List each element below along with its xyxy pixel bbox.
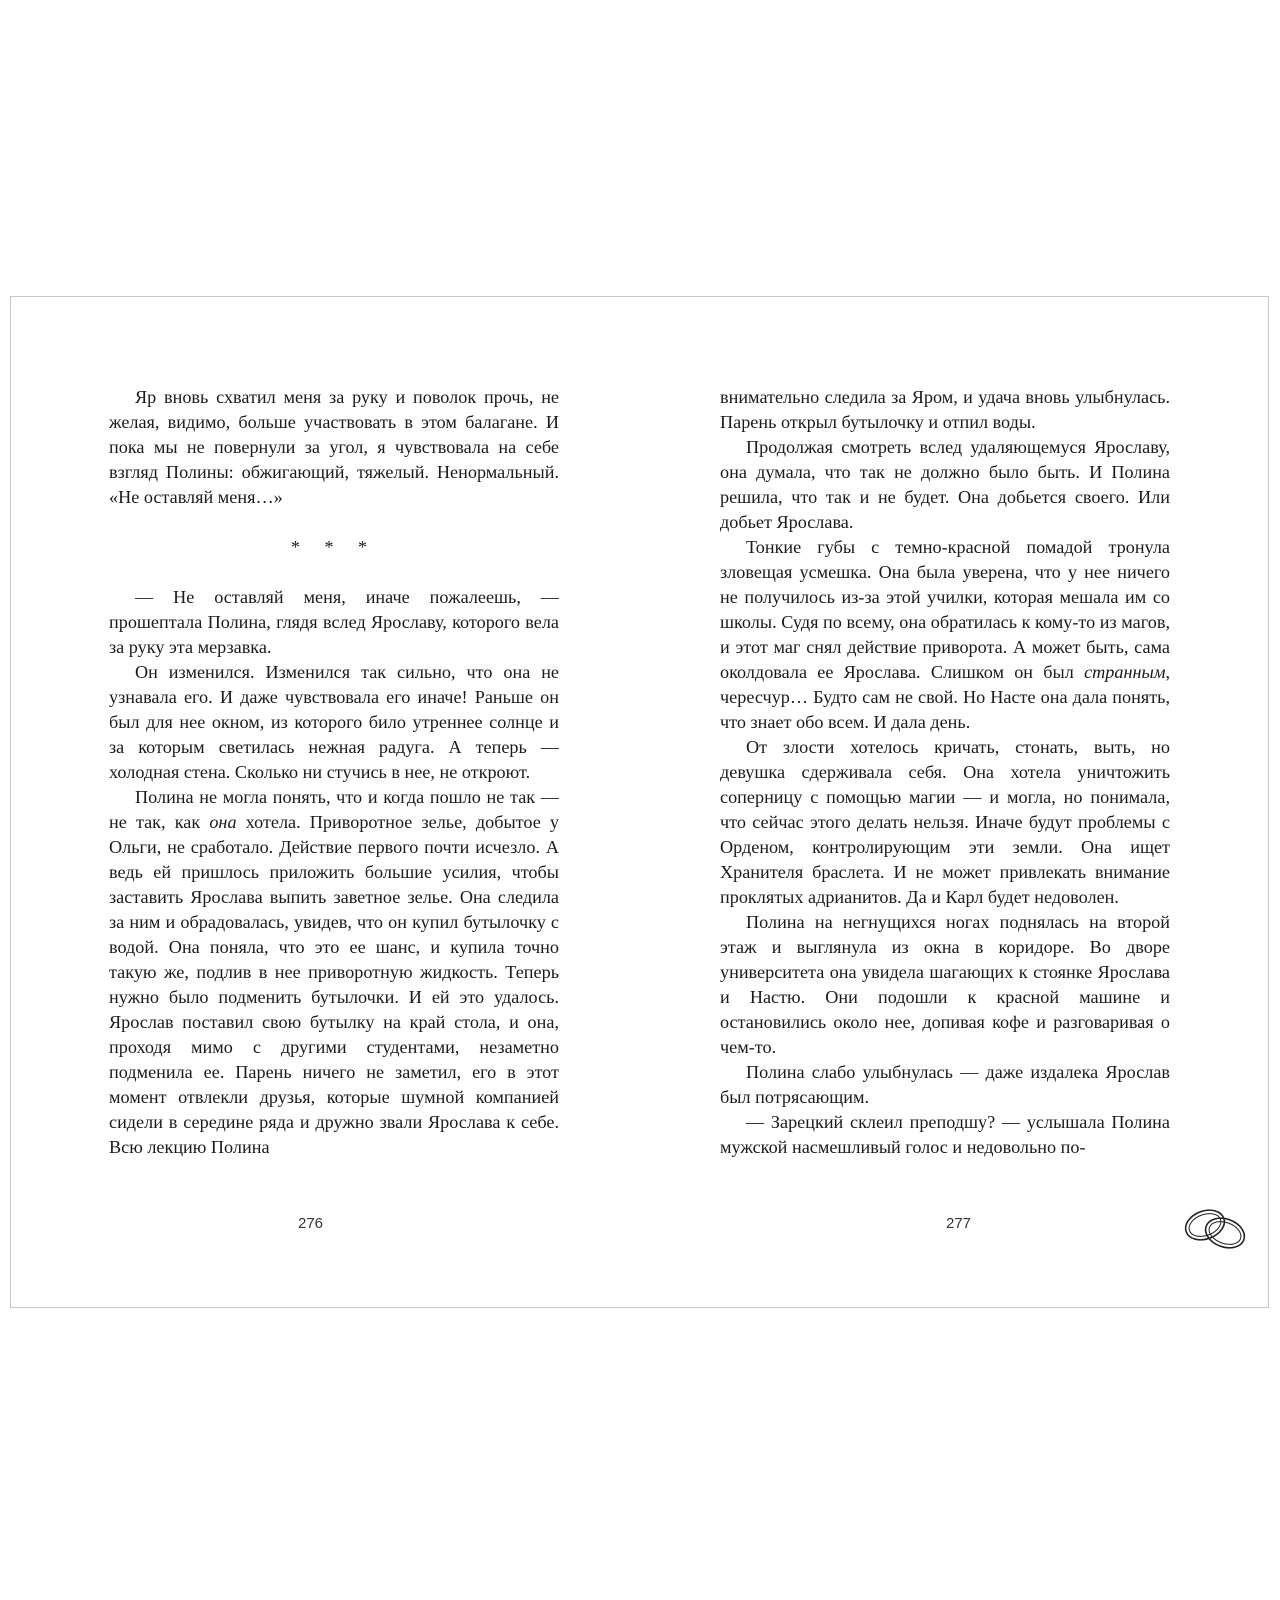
paragraph — [109, 785, 559, 1160]
page-number-left: 276 — [298, 1215, 324, 1232]
paragraph: Яр вновь схватил меня за руку и поволок прочь, не желая, видимо, больше участвовать в этом балагане. И пока мы не повернули за угол, я чувствовала на себе взгляд Полины: обжигающий, тяжелый. Ненормальный. «Не оставляй меня…» — [109, 387, 559, 507]
emphasis: она — [209, 812, 237, 832]
paragraph: Продолжая смотреть вслед удаляющемуся Ярославу, она думала, что так не должно было быть. И Полина решила, что так и не будет. Она добьется своего. Или добьет Ярослава. — [720, 437, 1170, 532]
paragraph: — Зарецкий склеил преподшу? — услышала Полина мужской насмешливый голос и недовольно по- — [720, 1112, 1170, 1157]
text-run: Тонкие губы с темно-красной помадой тронула зловещая усмешка. Она была уверена, что у нее ничего не получилось из-за этой училки, которая мешала им со школы. Судя по всему, она обратилась к кому-то из магов, и этот маг снял действие приворота. А может быть, сама околдовала ее Ярослава. Слишком он был — [720, 537, 1170, 682]
emphasis: странным — [1084, 662, 1166, 682]
paragraph: От злости хотелось кричать, стонать, выть, но девушка сдерживала себя. Она хотела уничтожить соперницу с помощью магии — и могла, но понимала, что сейчас этого делать нельзя. Иначе будут проблемы с Орденом, контролирующим эти земли. Она ищет Хранителя браслета. И не может привлекать внимание проклятых адрианитов. Да и Карл будет недоволен. — [720, 737, 1170, 907]
paragraph: Он изменился. Изменился так сильно, что она не узнавала его. И даже чувствовала его иначе! Раньше он был для нее окном, из которого било утреннее солнце и за которым светилась нежная радуга. А теперь — холодная стена. Сколько ни стучись в нее, не откроют. — [109, 662, 559, 782]
text-run: хотела. Приворотное зелье, добытое у Ольги, не сработало. Действие первого почти исчезло. А ведь ей пришлось приложить большие усилия, чтобы заставить Ярослава выпить заветное зелье. Она следила за ним и обрадовалась, увидев, что он купил бутылочку с водой. Она поняла, что это ее шанс, и купила точно такую же, подлив в нее приворотную жидкость. Теперь нужно было подменить бутылочки. И ей это удалось. Ярослав поставил свою бутылку на край стола, и она, проходя мимо с другими студентами, незаметно подменила ее. Парень ничего не заметил, его в этот момент отвлекли друзья, которые шумной компанией сидели в середине ряда и дружно звали Ярослава к себе. Всю лекцию Полина — [109, 812, 560, 1157]
paragraph — [720, 535, 1170, 735]
wedding-rings-icon — [1181, 1203, 1251, 1253]
paragraph: Полина слабо улыбнулась — даже издалека Ярослав был потрясающим. — [720, 1062, 1170, 1107]
text-run: Полина не могла понять, что и когда пошло не так — не так, как — [109, 787, 559, 832]
scene-separator: * * * — [291, 537, 377, 557]
book-spread — [10, 296, 1269, 1308]
paragraph: Полина на негнущихся ногах поднялась на второй этаж и выглянула из окна в коридоре. Во дворе университета она увидела шагающих к стоянке Ярослава и Настю. Они подошли к красной машине и остановились около нее, допивая кофе и разговаривая о чем-то. — [720, 912, 1170, 1057]
page-number-right: 277 — [946, 1215, 972, 1232]
text-run: , чересчур… Будто сам не свой. Но Насте она дала понять, что знает обо всем. И дала день. — [720, 662, 1170, 732]
left-page-text — [109, 385, 559, 1160]
right-page-text — [720, 385, 1170, 1160]
paragraph: — Не оставляй меня, иначе пожалеешь, — прошептала Полина, глядя вслед Ярославу, которого вела за руку эта мерзавка. — [109, 587, 559, 657]
paragraph: внимательно следила за Яром, и удача вновь улыбнулась. Парень открыл бутылочку и отпил воды. — [720, 387, 1170, 432]
